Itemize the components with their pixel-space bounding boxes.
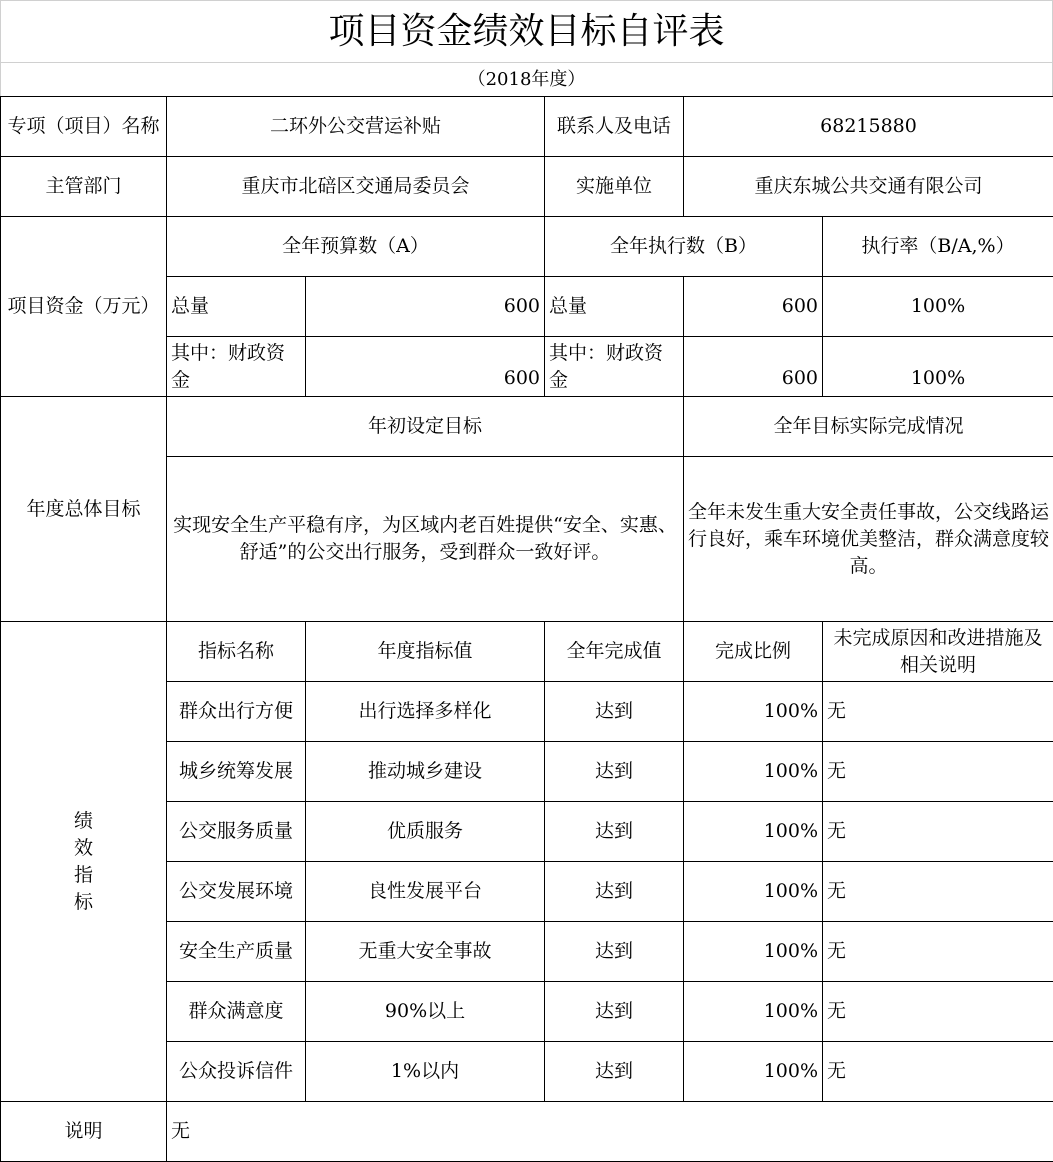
indicator-target: 1%以内 bbox=[306, 1042, 545, 1102]
indicator-reason-header: 未完成原因和改进措施及相关说明 bbox=[823, 622, 1053, 682]
department-value: 重庆市北碚区交通局委员会 bbox=[167, 157, 545, 217]
indicator-label-char: 标 bbox=[73, 890, 93, 913]
project-name-row bbox=[1, 97, 1053, 157]
indicator-target-header: 年度指标值 bbox=[306, 622, 545, 682]
notes-label: 说明 bbox=[1, 1102, 167, 1162]
department-label: 主管部门 bbox=[1, 157, 167, 217]
indicator-target: 良性发展平台 bbox=[306, 862, 545, 922]
indicator-reason: 无 bbox=[823, 682, 1053, 742]
notes-row bbox=[1, 1102, 1053, 1162]
indicator-name: 安全生产质量 bbox=[167, 922, 306, 982]
execution-total-value: 600 bbox=[684, 277, 823, 337]
funds-header-row bbox=[1, 217, 1053, 277]
indicator-ratio: 100% bbox=[684, 1042, 823, 1102]
annual-goal-label: 年度总体目标 bbox=[1, 397, 167, 622]
indicator-label-char: 绩 bbox=[73, 809, 93, 832]
indicator-reason: 无 bbox=[823, 982, 1053, 1042]
project-name-value: 二环外公交营运补贴 bbox=[167, 97, 545, 157]
funds-label: 项目资金（万元） bbox=[1, 217, 167, 397]
indicator-name: 公交服务质量 bbox=[167, 802, 306, 862]
indicator-ratio: 100% bbox=[684, 922, 823, 982]
indicator-target: 出行选择多样化 bbox=[306, 682, 545, 742]
goals-header-row bbox=[1, 397, 1053, 457]
project-name-label: 专项（项目）名称 bbox=[1, 97, 167, 157]
execution-total-label: 总量 bbox=[545, 277, 684, 337]
actual-goal-header: 全年目标实际完成情况 bbox=[684, 397, 1053, 457]
indicator-ratio-header: 完成比例 bbox=[684, 622, 823, 682]
indicator-reason: 无 bbox=[823, 742, 1053, 802]
indicator-ratio: 100% bbox=[684, 742, 823, 802]
execution-fiscal-value: 600 bbox=[684, 337, 823, 397]
indicator-done-header: 全年完成值 bbox=[545, 622, 684, 682]
indicator-name: 群众出行方便 bbox=[167, 682, 306, 742]
notes-value: 无 bbox=[167, 1102, 1053, 1162]
page-subtitle: （2018年度） bbox=[0, 62, 1053, 96]
indicator-ratio: 100% bbox=[684, 802, 823, 862]
budget-fiscal-value: 600 bbox=[306, 337, 545, 397]
department-row bbox=[1, 157, 1053, 217]
indicator-done: 达到 bbox=[545, 802, 684, 862]
indicator-name: 公交发展环境 bbox=[167, 862, 306, 922]
performance-indicators-label bbox=[1, 622, 167, 1102]
indicator-reason: 无 bbox=[823, 922, 1053, 982]
indicator-name: 城乡统筹发展 bbox=[167, 742, 306, 802]
indicator-done: 达到 bbox=[545, 682, 684, 742]
indicator-target: 推动城乡建设 bbox=[306, 742, 545, 802]
page-title: 项目资金绩效目标自评表 bbox=[0, 0, 1053, 62]
indicator-done: 达到 bbox=[545, 922, 684, 982]
indicator-target: 无重大安全事故 bbox=[306, 922, 545, 982]
indicator-done: 达到 bbox=[545, 1042, 684, 1102]
initial-goal-text: 实现安全生产平稳有序，为区域内老百姓提供“安全、实惠、舒适”的公交出行服务，受到群众一致好评。 bbox=[167, 457, 684, 622]
execution-fiscal-label: 其中：财政资金 bbox=[545, 337, 684, 397]
execution-total-rate: 100% bbox=[823, 277, 1053, 337]
indicator-name-header: 指标名称 bbox=[167, 622, 306, 682]
indicator-label-char: 效 bbox=[73, 836, 93, 859]
indicator-ratio: 100% bbox=[684, 862, 823, 922]
execution-fiscal-rate: 100% bbox=[823, 337, 1053, 397]
budget-total-label: 总量 bbox=[167, 277, 306, 337]
budget-fiscal-label: 其中：财政资金 bbox=[167, 337, 306, 397]
indicator-done: 达到 bbox=[545, 862, 684, 922]
indicator-target: 优质服务 bbox=[306, 802, 545, 862]
contact-value: 68215880 bbox=[684, 97, 1053, 157]
evaluation-table bbox=[0, 96, 1053, 1162]
indicator-ratio: 100% bbox=[684, 982, 823, 1042]
indicator-ratio: 100% bbox=[684, 682, 823, 742]
implementing-unit-label: 实施单位 bbox=[545, 157, 684, 217]
execution-rate-header: 执行率（B/A,%） bbox=[823, 217, 1053, 277]
contact-label: 联系人及电话 bbox=[545, 97, 684, 157]
execution-header: 全年执行数（B） bbox=[545, 217, 823, 277]
indicator-reason: 无 bbox=[823, 802, 1053, 862]
budget-header: 全年预算数（A） bbox=[167, 217, 545, 277]
indicator-name: 群众满意度 bbox=[167, 982, 306, 1042]
indicators-header-row bbox=[1, 622, 1053, 682]
indicator-done: 达到 bbox=[545, 742, 684, 802]
implementing-unit-value: 重庆东城公共交通有限公司 bbox=[684, 157, 1053, 217]
budget-total-value: 600 bbox=[306, 277, 545, 337]
indicator-target: 90%以上 bbox=[306, 982, 545, 1042]
indicator-done: 达到 bbox=[545, 982, 684, 1042]
indicator-reason: 无 bbox=[823, 1042, 1053, 1102]
initial-goal-header: 年初设定目标 bbox=[167, 397, 684, 457]
indicator-reason: 无 bbox=[823, 862, 1053, 922]
indicator-label-char: 指 bbox=[73, 863, 93, 886]
indicator-name: 公众投诉信件 bbox=[167, 1042, 306, 1102]
actual-goal-text: 全年未发生重大安全责任事故，公交线路运行良好，乘车环境优美整洁，群众满意度较高。 bbox=[684, 457, 1053, 622]
